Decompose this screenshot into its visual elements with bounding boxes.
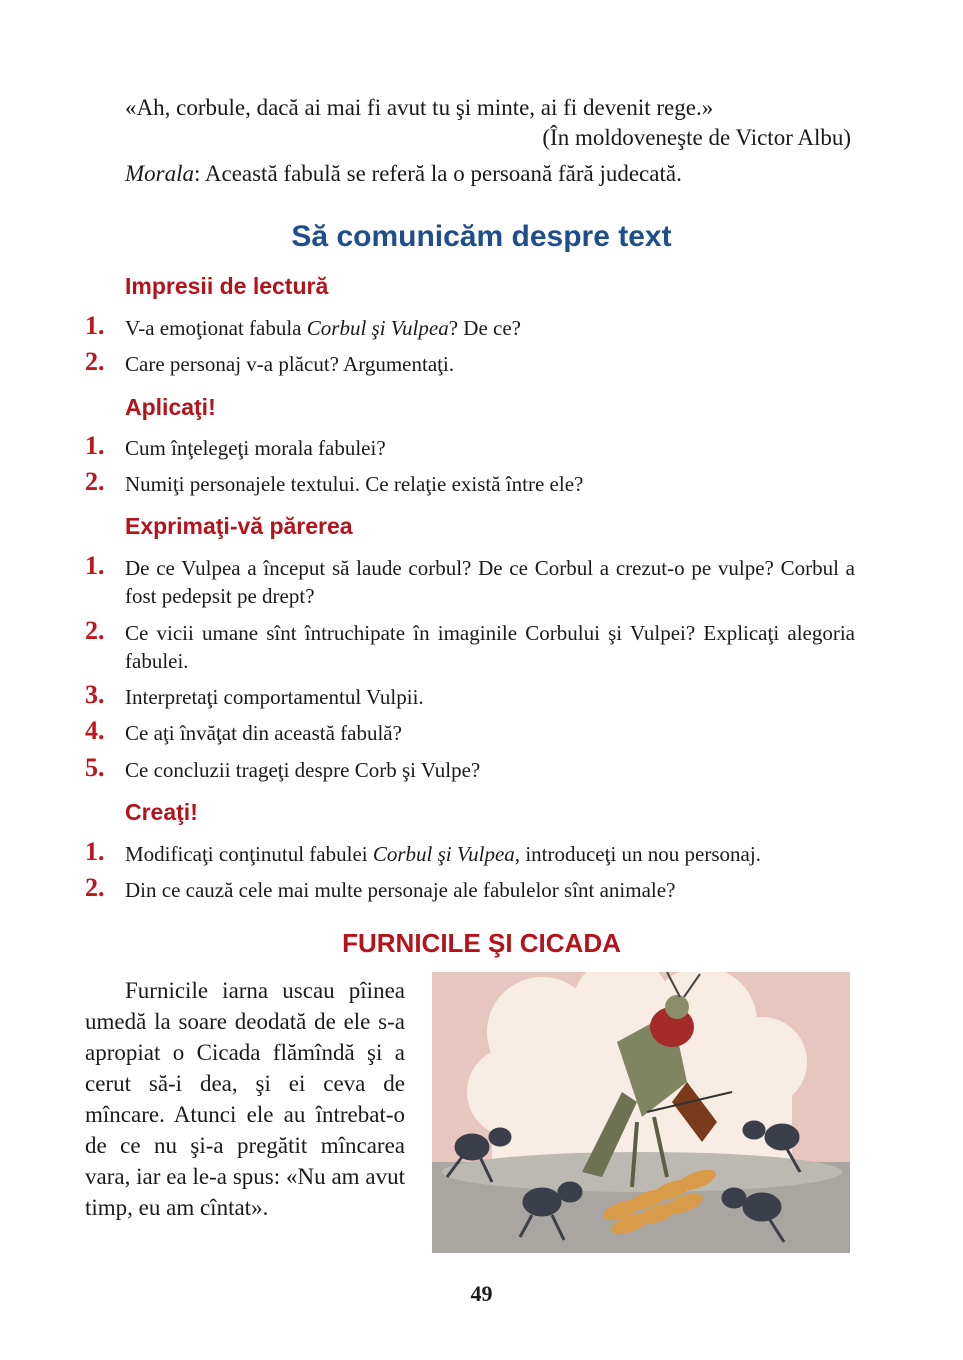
question-text: Numiţi personajele textului. Ce relaţie există între ele? bbox=[125, 472, 584, 496]
question-text: Ce vicii umane sînt întruchipate în imaginile Corbului şi Vulpei? Explicaţi alegoria fabulei. bbox=[125, 621, 855, 673]
moral-text: : Această fabulă se referă la o persoană fără judecată. bbox=[194, 161, 682, 186]
question-text: Care personaj v-a plăcut? Argumentaţi. bbox=[125, 352, 455, 376]
question-text: Ce concluzii trageţi despre Corb şi Vulpe? bbox=[125, 758, 481, 782]
question-text: Modificaţi conţinutul fabulei Corbul şi Vulpea, introduceţi un nou personaj. bbox=[125, 842, 761, 866]
grasshopper-ants-image bbox=[432, 972, 850, 1253]
question-number: 1. bbox=[85, 431, 105, 460]
question-item bbox=[85, 716, 855, 747]
question-item bbox=[85, 431, 855, 462]
question-item bbox=[85, 616, 855, 675]
page-title: Să comunicăm despre text bbox=[291, 220, 672, 253]
story-title: FURNICILE ŞI CICADA bbox=[342, 928, 621, 958]
question-number: 3. bbox=[85, 680, 105, 709]
question-number: 5. bbox=[85, 753, 105, 782]
question-item bbox=[85, 753, 855, 784]
question-number: 2. bbox=[85, 467, 105, 496]
question-item bbox=[85, 347, 855, 378]
moral-label: Morala bbox=[125, 161, 194, 186]
heading-exprimati: Exprimaţi-vă părerea bbox=[125, 513, 353, 539]
question-item bbox=[85, 467, 855, 498]
question-number: 2. bbox=[85, 347, 105, 376]
question-number: 4. bbox=[85, 716, 105, 745]
question-item bbox=[85, 311, 855, 342]
question-text: V-a emoţionat fabula Corbul şi Vulpea? De ce? bbox=[125, 316, 521, 340]
question-number: 2. bbox=[85, 873, 105, 902]
question-text: Ce aţi învăţat din această fabulă? bbox=[125, 721, 402, 745]
question-text: De ce Vulpea a început să laude corbul? De ce Corbul a crezut-o pe vulpe? Corbul a fost pedepsit pe drept? bbox=[125, 556, 855, 608]
page-number: 49 bbox=[470, 1281, 493, 1306]
question-text: Din ce cauză cele mai multe personaje ale fabulelor sînt animale? bbox=[125, 878, 676, 902]
heading-creati: Creaţi! bbox=[125, 799, 198, 825]
question-number: 1. bbox=[85, 311, 105, 340]
closing-quote: «Ah, corbule, dacă ai mai fi avut tu şi minte, ai fi devenit rege.» bbox=[125, 95, 714, 120]
story-text: Furnicile iarna uscau pîinea umedă la soare deodată de ele s-a apropiat o Cicada flămîndă şi a cerut să-i dea, şi ei ceva de mîncare. Atunci ele au întrebat-o de ce nu şi-a pregătit mîncarea vara, iar ea le-a spus: «Nu am avut timp, eu am cîntat». bbox=[85, 978, 405, 1220]
question-item bbox=[85, 873, 855, 904]
moral-line bbox=[125, 160, 682, 188]
question-text: Interpretaţi comportamentul Vulpii. bbox=[125, 685, 424, 709]
question-item bbox=[85, 551, 855, 610]
story-illustration bbox=[432, 972, 850, 1253]
question-item bbox=[85, 837, 855, 868]
question-text: Cum înţelegeţi morala fabulei? bbox=[125, 436, 386, 460]
heading-aplicati: Aplicaţi! bbox=[125, 394, 216, 420]
question-number: 1. bbox=[85, 837, 105, 866]
heading-impresii: Impresii de lectură bbox=[125, 273, 329, 299]
question-number: 1. bbox=[85, 551, 105, 580]
question-number: 2. bbox=[85, 616, 105, 645]
question-item bbox=[85, 680, 855, 711]
translator-credit: (În moldoveneşte de Victor Albu) bbox=[542, 125, 851, 150]
